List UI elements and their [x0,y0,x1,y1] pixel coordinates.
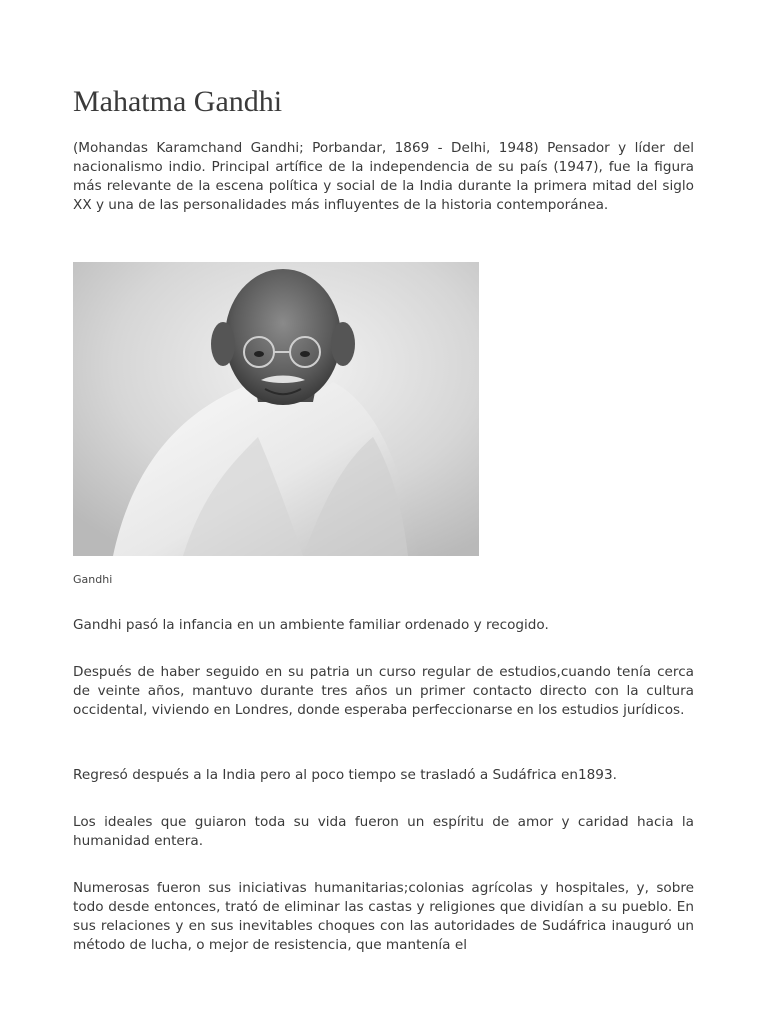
photo-caption: Gandhi [73,573,113,586]
paragraph-sudafrica: Regresó después a la India pero al poco tiempo se trasladó a Sudáfrica en1893. [73,767,617,783]
paragraph-estudios: Después de haber seguido en su patria un curso regular de estudios,cuando tenía cerca de veinte años, mantuvo durante tres años un primer contacto directo con la cultura occidental, viviendo en Londres, donde esperaba perfeccionarse en los estudios jurídicos. [73,664,694,718]
gandhi-photo [73,262,479,556]
paragraph-iniciativas: Numerosas fueron sus iniciativas humanitarias;colonias agrícolas y hospitales, y, sobre todo desde entonces, trató de eliminar las castas y religiones que dividían a su pueblo. En sus relaciones y en sus inevitables choques con las autoridades de Sudáfrica inauguró un método de lucha, o mejor de resistencia, que mantenía el [73,880,694,953]
paragraph-infancia: Gandhi pasó la infancia en un ambiente familiar ordenado y recogido. [73,617,549,633]
intro-paragraph: (Mohandas Karamchand Gandhi; Porbandar, 1869 - Delhi, 1948) Pensador y líder del nacionalismo indio. Principal artífice de la independencia de su país (1947), fue la figura más relevante de la escena política y social de la India durante la primera mitad del siglo XX y una de las personalidades más influyentes de la historia contemporánea. [73,140,694,213]
article-title: Mahatma Gandhi [73,85,283,118]
paragraph-ideales: Los ideales que guiaron toda su vida fueron un espíritu de amor y caridad hacia la humanidad entera. [73,814,694,849]
